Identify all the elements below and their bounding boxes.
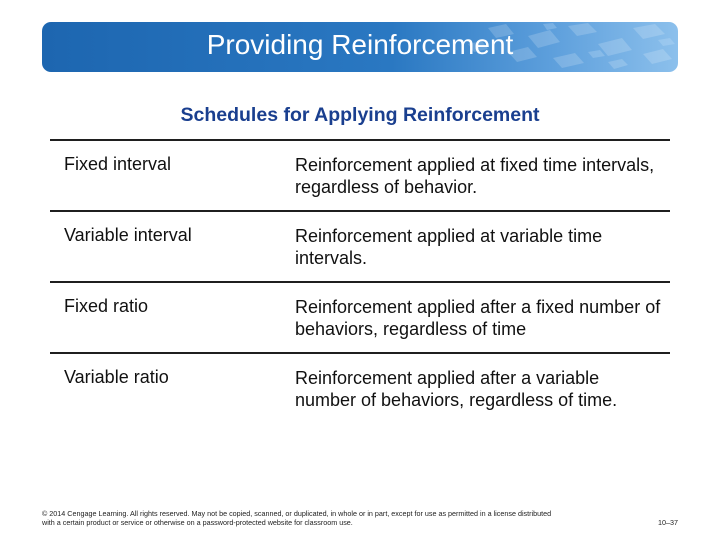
slide-subtitle: Schedules for Applying Reinforcement	[180, 104, 540, 126]
schedule-definition: Reinforcement applied after a fixed number of behaviors, regardless of time	[295, 297, 661, 339]
schedule-definition: Reinforcement applied at fixed time intervals, regardless of behavior.	[295, 155, 655, 197]
schedule-definition: Reinforcement applied after a variable number of behaviors, regardless of time.	[295, 368, 618, 410]
schedule-term: Fixed ratio	[64, 296, 149, 316]
schedule-term: Variable ratio	[64, 367, 169, 387]
schedule-term: Fixed interval	[64, 154, 172, 174]
slide-title: Providing Reinforcement	[206, 29, 514, 60]
schedules-table	[50, 139, 670, 423]
page-number: 10–37	[658, 518, 678, 527]
copyright-notice: © 2014 Cengage Learning. All rights reserved. May not be copied, scanned, or duplicated, in whole or in part, except for use as permitted in a license distributed with a certain product or service or otherwise on a password-protected website for classroom use.	[42, 509, 552, 527]
table-row	[50, 283, 670, 352]
table-row	[50, 354, 670, 423]
table-row	[50, 212, 670, 281]
title-banner	[42, 22, 678, 72]
schedule-definition: Reinforcement applied at variable time intervals.	[295, 226, 603, 268]
table-row	[50, 141, 670, 210]
schedule-term: Variable interval	[64, 225, 192, 245]
